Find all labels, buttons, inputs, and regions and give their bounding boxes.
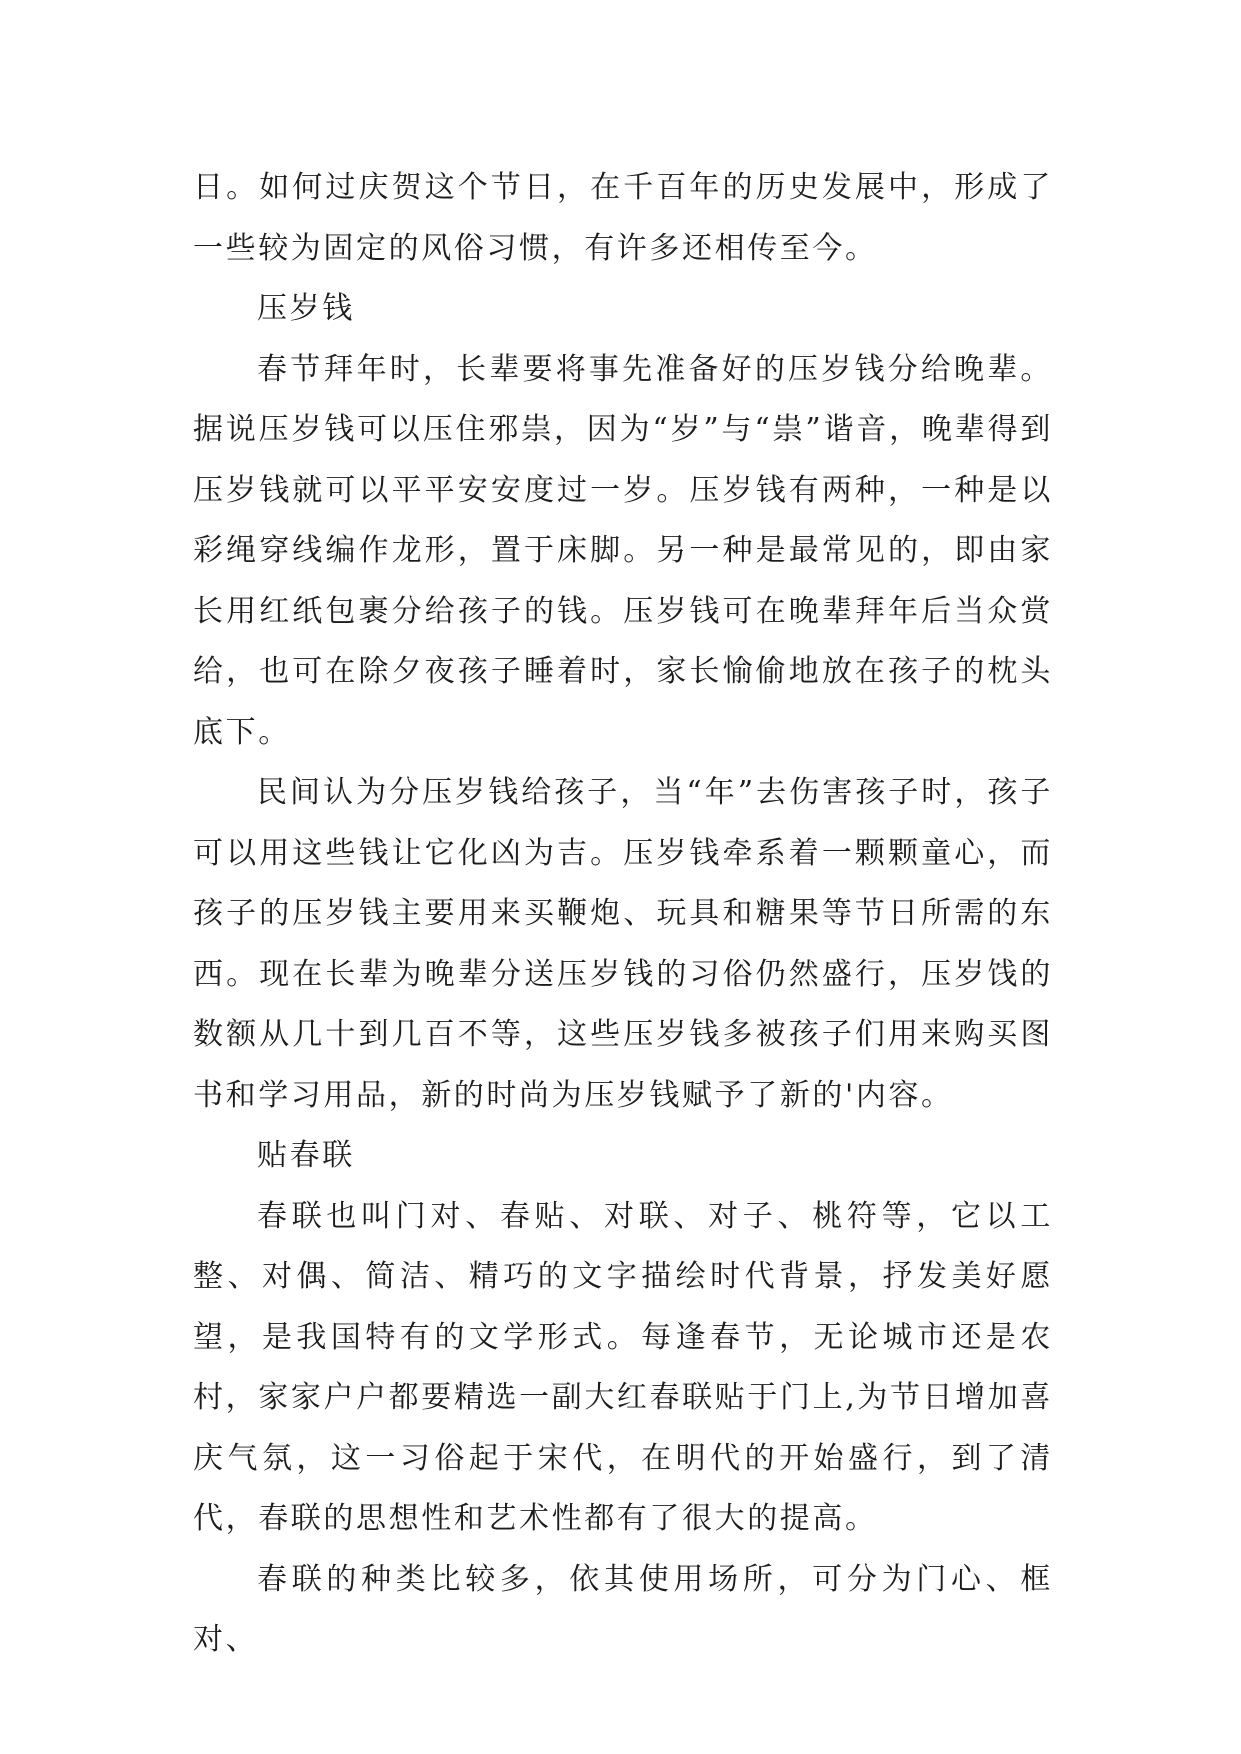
paragraph: 民间认为分压岁钱给孩子，当“年”去伤害孩子时，孩子可以用这些钱让它化凶为吉。压岁钱牵系着一颗颗童心，而孩子的压岁钱主要用来买鞭炮、玩具和糖果等节日所需的东西。现在长辈为晚辈分送压岁钱的习俗仍然盛行，压岁饯的数额从几十到几百不等，这些压岁钱多被孩子们用来购买图书和学习用品，新的时尚为压岁钱赋予了新的'内容。 bbox=[193, 775, 1053, 1113]
paragraph-truncated: 春联的种类比较多，依其使用场所，可分为门心、框对、 bbox=[193, 1561, 1053, 1657]
paragraph: 春联也叫门对、春贴、对联、对子、桃符等，它以工整、对偶、简洁、精巧的文字描绘时代背景，抒发美好愿望，是我国特有的文学形式。每逢春节，无论城市还是农村，家家户户都要精选一副大红春联贴于门上,为节日增加喜庆气氛，这一习俗起于宋代，在明代的开始盛行，到了清代，春联的思想性和艺术性都有了很大的提高。 bbox=[193, 1198, 1053, 1536]
section-heading-tie-chun-lian: 贴春联 bbox=[257, 1138, 355, 1173]
paragraph-continued: 日。如何过庆贺这个节日，在千百年的历史发展中，形成了一些较为固定的风俗习惯，有许多还相传至今。 bbox=[193, 170, 1053, 266]
section-heading-ya-sui-qian: 压岁钱 bbox=[257, 291, 355, 326]
paragraph: 春节拜年时，长辈要将事先准备好的压岁钱分给晚辈。据说压岁钱可以压住邪祟，因为“岁”与“祟”谐音，晚辈得到压岁钱就可以平平安安度过一岁。压岁钱有两种，一种是以彩绳穿线编作龙形，置于床脚。另一种是最常见的，即由家长用红纸包裹分给孩子的钱。压岁钱可在晚辈拜年后当众赏给，也可在除夕夜孩子睡着时，家长愉偷地放在孩子的枕头底下。 bbox=[193, 351, 1053, 750]
document-body bbox=[193, 158, 1053, 1671]
